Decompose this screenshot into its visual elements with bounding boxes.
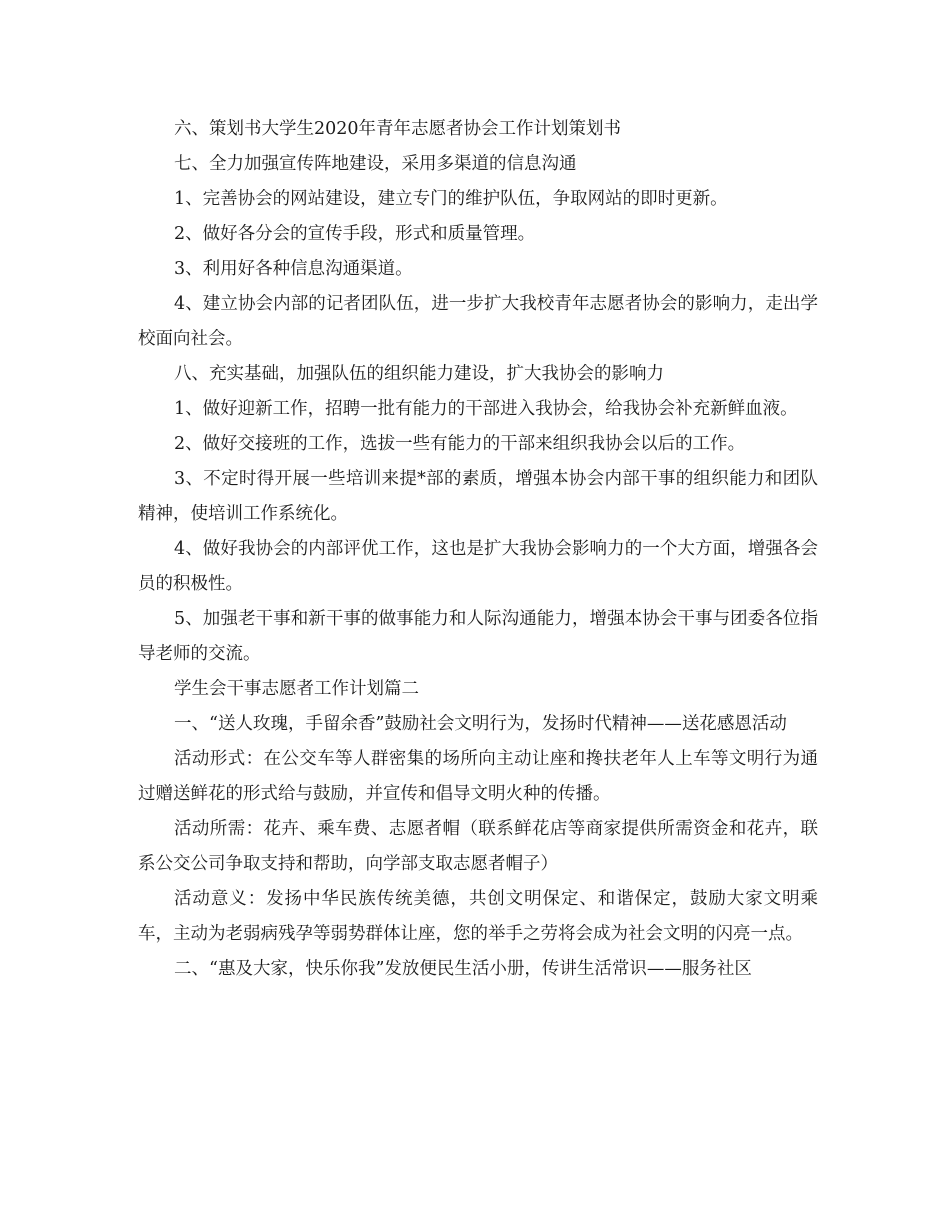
paragraph-7-item-2: 2、做好各分会的宣传手段，形式和质量管理。	[174, 224, 536, 244]
paragraph-activity-1-title: 一、“送人玫瑰，手留余香”鼓励社会文明行为，发扬时代精神——送花感恩活动	[174, 714, 787, 734]
paragraph-part-2-heading: 学生会干事志愿者工作计划篇二	[174, 679, 419, 699]
paragraph-8-item-2: 2、做好交接班的工作，选拔一些有能力的干部来组织我协会以后的工作。	[174, 434, 746, 454]
paragraph-7-item-4: 4、建立协会内部的记者团队伍，进一步扩大我校青年志愿者协会的影响力，走出学校面向社会。	[138, 294, 818, 349]
paragraph-activity-2-title: 二、“惠及大家，快乐你我”发放便民生活小册，传讲生活常识——服务社区	[174, 959, 752, 979]
paragraph-8-item-3: 3、不定时得开展一些培训来提*部的素质，增强本协会内部干事的组织能力和团队精神，使培训工作系统化。	[138, 469, 818, 524]
paragraph-section-6-title: 六、策划书大学生2020年青年志愿者协会工作计划策划书	[174, 119, 622, 139]
paragraph-8-item-5: 5、加强老干事和新干事的做事能力和人际沟通能力，增强本协会干事与团委各位指导老师的交流。	[138, 609, 818, 664]
paragraph-activity-1-needs: 活动所需：花卉、乘车费、志愿者帽（联系鲜花店等商家提供所需资金和花卉，联系公交公司争取支持和帮助，向学部支取志愿者帽子）	[138, 819, 818, 874]
paragraph-7-item-1: 1、完善协会的网站建设，建立专门的维护队伍，争取网站的即时更新。	[174, 189, 728, 209]
paragraph-8-item-4: 4、做好我协会的内部评优工作，这也是扩大我协会影响力的一个大方面，增强各会员的积极性。	[138, 539, 818, 594]
paragraph-activity-1-meaning: 活动意义：发扬中华民族传统美德，共创文明保定、和谐保定，鼓励大家文明乘车，主动为老弱病残孕等弱势群体让座，您的举手之劳将会成为社会文明的闪亮一点。	[138, 889, 818, 944]
paragraph-8-item-1: 1、做好迎新工作，招聘一批有能力的干部进入我协会，给我协会补充新鲜血液。	[174, 399, 798, 419]
paragraph-section-7-title: 七、全力加强宣传阵地建设，采用多渠道的信息沟通	[174, 154, 577, 174]
paragraph-activity-1-form: 活动形式：在公交车等人群密集的场所向主动让座和搀扶老年人上车等文明行为通过赠送鲜花的形式给与鼓励，并宣传和倡导文明火种的传播。	[138, 749, 818, 804]
document-body	[138, 112, 818, 987]
paragraph-7-item-3: 3、利用好各种信息沟通渠道。	[174, 259, 413, 279]
paragraph-section-8-title: 八、充实基础，加强队伍的组织能力建设，扩大我协会的影响力	[174, 364, 664, 384]
